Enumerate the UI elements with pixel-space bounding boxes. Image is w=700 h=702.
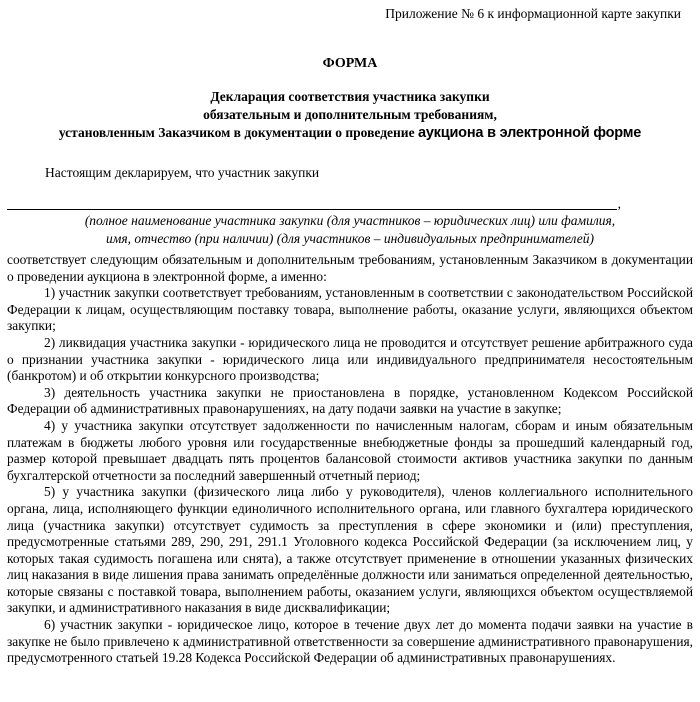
title-line-2: обязательным и дополнительным требованиям, (203, 107, 497, 122)
body-item-5: 5) у участника закупки (физического лица либо у руководителя), членов коллегиального исполнительного органа, лица, исполняющего функции единоличного исполнительного органа, или главного бухгалтера юридического лица (участника закупки) отсутствует судимость за преступления в сфере экономики и (или) преступления, предусмотренные статьями 289, 290, 291, 291.1 Уголовного кодекса Российской Федерации (за исключением лиц, у которых такая судимость погашена или снята), а также отсутствует применение в отношении указанных физических лиц наказания в виде лишения права занимать определённые должности или заниматься определенной деятельностью, которые связаны с поставкой товара, выполнением работы, оказанием услуги, являющихся объектом осуществляемой закупки, и административного наказания в виде дисквалификации; (7, 484, 693, 616)
body-item-3: 3) деятельность участника закупки не приостановлена в порядке, установленном Кодексом Российской Федерации об административных правонарушениях, на дату подачи заявки на участие в закупке; (7, 384, 693, 417)
body-item-4: 4) у участника закупки отсутствует задолженности по начисленным налогам, сборам и иным обязательным платежам в бюджеты любого уровня или государственные внебюджетные фонды за прошедший календарный год, размер которой превышает двадцать пять процентов балансовой стоимости активов участника закупки по данным бухгалтерской отчетности за последний завершенный отчетный период; (7, 417, 693, 483)
body-item-2: 2) ликвидация участника закупки - юридического лица не проводится и отсутствует решение арбитражного суда о признании участника закупки - юридического лица или индивидуального предпринимателя несостоятельным (банкротом) и об открытии конкурсного производства; (7, 334, 693, 384)
participant-name-fill-row (7, 194, 621, 210)
declaration-intro: Настоящим декларируем, что участник закупки (45, 165, 320, 180)
document-title (7, 88, 693, 142)
form-label: ФОРМА (322, 56, 378, 71)
title-line-3-serif: установленным Заказчиком в документации о проведение (58, 125, 418, 140)
title-line-1: Декларация соответствия участника закупки (210, 89, 490, 104)
body-paragraph-intro: соответствует следующим обязательным и дополнительным требованиям, установленным Заказчиком в документации о проведении аукциона в электронной форме, а именно: (7, 252, 693, 284)
title-line-3 (7, 124, 693, 142)
declaration-body (7, 252, 693, 667)
fill-line-caption: (полное наименование участника закупки (для участников – юридических лиц) или фамилия, имя, отчество (при наличии) (для участников – индивидуальных предпринимателей) (84, 213, 616, 246)
appendix-header-note: Приложение № 6 к информационной карте закупки (385, 6, 681, 21)
fill-line-trailing-comma: , (617, 196, 621, 211)
participant-name-blank-field[interactable] (7, 193, 617, 210)
title-line-3-sans: аукциона в электронной форме (417, 125, 642, 141)
body-item-1: 1) участник закупки соответствует требованиям, установленным в соответствии с законодательством Российской Федерации к лицам, осуществляющим поставку товара, выполнение работы, оказание услуги, являющихся объектом закупки; (7, 285, 693, 334)
body-item-6: 6) участник закупки - юридическое лицо, которое в течение двух лет до момента подачи заявки на участие в закупке не было привлечено к административной ответственности за совершение административного правонарушения, предусмотренного статьей 19.28 Кодекса Российской Федерации об административных правонарушениях. (7, 617, 693, 666)
